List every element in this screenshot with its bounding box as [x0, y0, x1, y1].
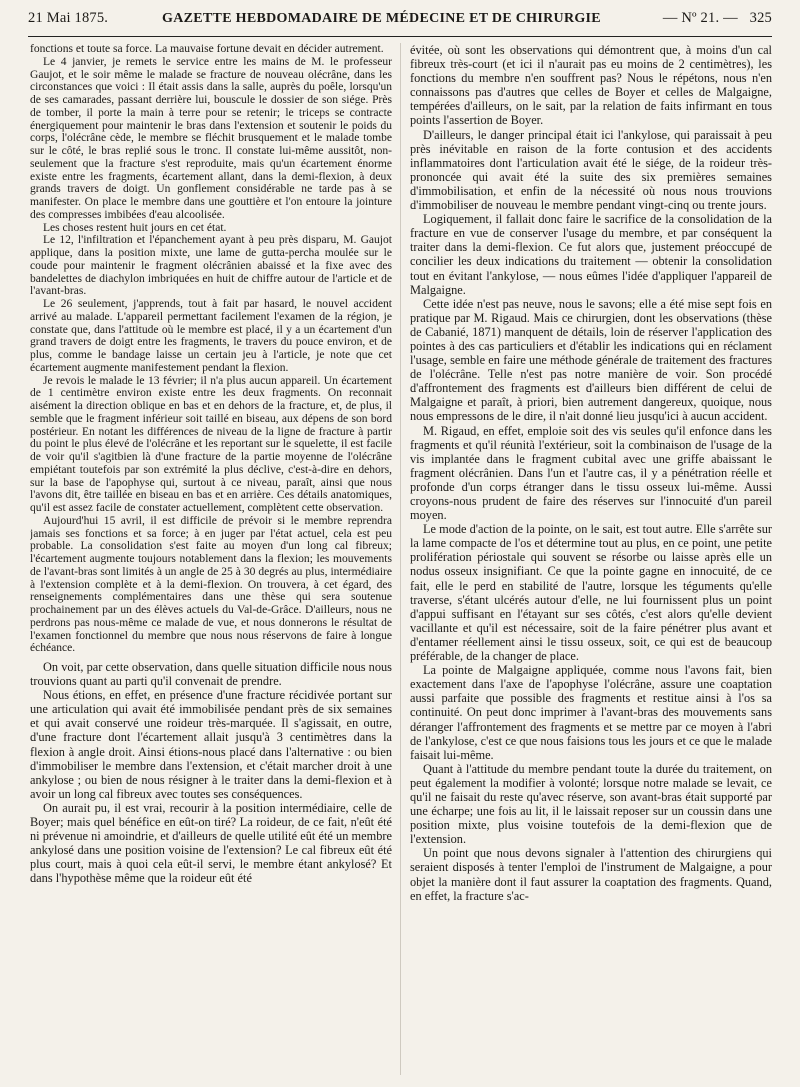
paragraph: Quant à l'attitude du membre pendant toute la durée du traitement, on peut également la modifier à volonté; lorsque notre malade se levait, ce qu'il ne faisait du reste qu'avec réserve, son avant-bras était supporté par une écharpe; une fois au lit, il le laissait reposer sur un coussin dans une position mixte, plus voisine toutefois de la demi-flexion que de l'extension. — [410, 761, 772, 847]
page-number: 325 — [749, 10, 772, 26]
paragraph: évitée, où sont les observations qui démontrent que, à moins d'un cal fibreux très-court (et ici il n'aurait pas eu moins de 2 centimètres), les fonctions du membre n'en souffrent pas? Nous le répétons, nous n'en connaissons pas d'autres que celles de Boyer et celles de Malgaigne, tempérées d'ailleurs, on le sait, par la relation de faits infirmant en tous points l'assertion de Boyer. — [410, 43, 772, 128]
header-date: 21 Mai 1875. — [28, 10, 109, 26]
paragraph: Le 12, l'infiltration et l'épanchement ayant à peu près disparu, M. Gaujot applique, dans la position mixte, une lame de gutta-percha moulée sur le coude pour maintenir le fragment olécrânien abaissé et la fixe avec des bandelettes de diachylon imbriquées en huit de chiffre autour de l'article et de l'avant-bras. — [30, 234, 392, 298]
paragraph: M. Rigaud, en effet, emploie soit des vis seules qu'il enfonce dans les fragments et qu'il réunità l'extérieur, soit la combinaison de l'usage de la vis implantée dans le fragment cubital avec une griffe abaissant le fragment olécrânien. Dans l'un et l'autre cas, il y a pénétration réelle et profonde d'un corps étranger dans le tissu osseux lui-même. Aussi croyons-nous prudent de faire des réserves sur l'innocuité d'un pareil moyen. — [410, 423, 772, 523]
paragraph: Le 4 janvier, je remets le service entre les mains de M. le professeur Gaujot, et le soir même le malade se fracture de nouveau olécrâne, dans les circonstances que voici : Il était assis dans la salle, auprès du poêle, lorsqu'un de ses camarades, passant derrière lui, bouscule le dossier de son siége. Près de tomber, il porte la main à terre pour se retenir; le triceps se contracte énergiquement pour maintenir le bras dans l'extension et soutenir le poids du corps, l'olécrâne cède, le membre se fléchit brusquement et le malade tombe sur le côté, le bras replié sous le tronc. Il constate lui-même aussitôt, non-seulement que la fracture s'est reproduite, mais qu'un écartement énorme existe entre les fragments, écartement allant, dans la demi-flexion, à deux grands travers de doigt. Un gonflement considérable ne tarde pas à se manifester. On place le membre dans une gouttière et l'on entoure la jointure des compresses imbibées d'eau alcoolisée. — [30, 55, 392, 221]
right-column — [410, 43, 772, 1078]
paragraph: Le mode d'action de la pointe, on le sait, est tout autre. Elle s'arrête sur la lame compacte de l'os et détermine tout au plus, en ce point, une petite prolifération périostale qui souvent se résorbe ou laisse après elle un nodus osseux insignifiant. Ce que la pointe gagne en innocuité, de ce fait, elle le perd en stabilité de l'autre, lorsque les téguments qu'elle traverse, s'étant ulcérés autour d'elle, ne lui fournissent plus un point d'appui suffisant en l'étayant sur ses côtés, c'est alors qu'elle devient vacillante et qu'il est nécessaire, soit de la faire pénétrer plus avant et d'entamer réellement ainsi le tissu osseux, soit, ce qui est de beaucoup préférable, de la changer de place. — [410, 522, 772, 664]
paragraph: La pointe de Malgaigne appliquée, comme nous l'avons fait, bien exactement dans l'axe de l'apophyse l'olécrâne, assure une coaptation aussi parfaite que possible des fragments et restitue ainsi à l'os sa continuité. On peut donc imprimer à l'avant-bras des mouvements sans déranger l'affrontement des fragments et se mettre par ce moyen à l'abri de l'ankylose, c'est ce que nous faisions tous les jours et ce que le malade faisait lui-même. — [410, 663, 772, 762]
page-header — [28, 10, 772, 34]
left-column — [30, 43, 392, 1078]
column-divider — [400, 43, 401, 1075]
paragraph: fonctions et toute sa force. La mauvaise fortune devait en décider autrement. — [30, 43, 384, 55]
paragraph: Le 26 seulement, j'apprends, tout à fait par hasard, le nouvel accident arrivé au malade. L'appareil permettant facilement l'examen de la région, je constate que, dans l'attitude où le membre est placé, il y a un écartement d'un grand travers de doigt entre les fragments, le travers du pouce environ, et de plus, comme le bandage laisse un certain jeu à l'article, je note que cet écartement augmente manifestement pendant la flexion. — [30, 298, 392, 374]
paragraph: Logiquement, il fallait donc faire le sacrifice de la consolidation de la fracture en vue de conserver l'usage du membre, et par conséquent la traiter dans la demi-flexion. Ce fut alors que, justement préoccupé de concilier les deux indications du traitement — obtenir la consolidation tout en évitant l'ankylose, — nous eûmes l'idée d'appliquer l'appareil de Malgaigne. — [410, 212, 772, 297]
paragraph: D'ailleurs, le danger principal était ici l'ankylose, qui paraissait à peu près inévitable en raison de la forte contusion et des accidents inflammatoires dont l'articulation avait été le siége, de la roideur très-prononcée qui avait été la suite des six premières semaines d'immobilisation, et enfin de la nécessité où nous nous trouvions d'immobiliser de nouveau le membre pendant vingt-cinq ou trente jours. — [410, 127, 772, 213]
paragraph: Un point que nous devons signaler à l'attention des chirurgiens qui seraient disposés à tenter l'emploi de l'instrument de Malgaigne, a pour objet la manière dont il faut assurer la coaptation des fragments. Quand, en effet, la fracture s'ac- — [410, 846, 772, 903]
header-rule — [28, 36, 772, 37]
paragraph: On voit, par cette observation, dans quelle situation difficile nous nous trouvions quant au parti qu'il convenait de prendre. — [30, 660, 392, 689]
header-issue-page — [655, 10, 772, 27]
paragraph: Cette idée n'est pas neuve, nous le savons; elle a été mise sept fois en pratique par M. Rigaud. Mais ce chirurgien, dont les observations (thèse de Cabanié, 1871) manquent de détails, loin de réserver l'application des pointes à des cas particuliers et d'établir les indications qui en réclament l'usage, semble en faire une méthode générale de traitement des fractures de l'olécrâne. Telle n'est pas notre manière de voir. Son procédé d'affrontement des fragments est d'ailleurs bien différent de celui de Malgaigne et paraît, à priori, bien autrement dangereux, quoique, nous nous empressons de le dire, il n'ait donné lieu jusqu'ici à aucun accident. — [410, 296, 772, 424]
paragraph: Nous étions, en effet, en présence d'une fracture récidivée portant sur une articulation qui avait été immobilisée pendant près de six semaines et qui avait conservé une roideur très-marquée. Il s'agissait, en outre, d'une fracture dont l'écartement allait jusqu'à 3 centimètres dans la flexion à angle droit. Ainsi étions-nous placé dans l'alternative : ou bien d'immobiliser le membre dans l'extension, et c'était marcher droit à une ankylose ; ou bien de nous résigner à le traiter dans la demi-flexion et à avoir un long cal fibreux avec toutes ses conséquences. — [30, 688, 392, 801]
paragraph: Aujourd'hui 15 avril, il est difficile de prévoir si le membre reprendra jamais ses fonctions et sa force; à en juger par l'état actuel, cela est peu probable. La consolidation s'est faite au moyen d'un long cal fibreux; l'écartement augmente toujours notablement dans la flexion; les mouvements de l'avant-bras sont limités à un angle de 25 à 30 degrés au plus, intermédiaire à l'extension complète et à la demi-flexion. On trouvera, à cet égard, des renseignements complémentaires dans une thèse qui sera soutenue prochainement par un des élèves actuels du Val-de-Grâce. D'ailleurs, nous ne perdrons pas nous-même ce malade de vue, et nous donnerons le résultat de l'examen fonctionnel du membre que nous nous réservons de faire à longue échéance. — [30, 514, 392, 655]
paragraph: On aurait pu, il est vrai, recourir à la position intermédiaire, celle de Boyer; mais quel bénéfice en eût-on tiré? La roideur, de ce fait, n'eût été ni prévenue ni amoindrie, et d'ailleurs de quelle utilité eût été un membre ankylosé dans une position voisine de l'extension? Le cal fibreux eût été plus court, mais à quoi cela eût-il servi, le membre étant ankylosé? Et dans l'hypothèse même que la roideur eût été — [30, 800, 392, 886]
paragraph: Je revois le malade le 13 février; il n'a plus aucun appareil. Un écartement de 1 centimètre environ existe entre les deux fragments. On reconnait aisément la direction oblique en bas et en dehors de la fracture, et, de plus, il semble que le fragment inférieur soit taillé en biseau, aux dépens de son bord postérieur. En notant les différences de niveau de la ligne de fracture à partir du point le plus élevé de l'olécrâne et les reportant sur le squelette, il est facile de voir qu'il s'agitbien là d'une fracture de la partie moyenne de l'olécrâne empiétant toutefois par son extrémité la plus déclive, c'est-à-dire en dehors, sur la base de l'apophyse qui, surtout à ce niveau, paraît, ainsi que nous l'avons dit, être taillée en biseau en bas et en arrière. Ces détails anatomiques, qu'il est assez facile de constater actuellement, complètent cette observation. — [30, 374, 392, 514]
paragraph: Les choses restent huit jours en cet état. — [43, 221, 227, 234]
journal-title: GAZETTE HEBDOMADAIRE DE MÉDECINE ET DE CHIRURGIE — [162, 11, 601, 26]
issue-number: — Nº 21. — — [662, 10, 738, 26]
